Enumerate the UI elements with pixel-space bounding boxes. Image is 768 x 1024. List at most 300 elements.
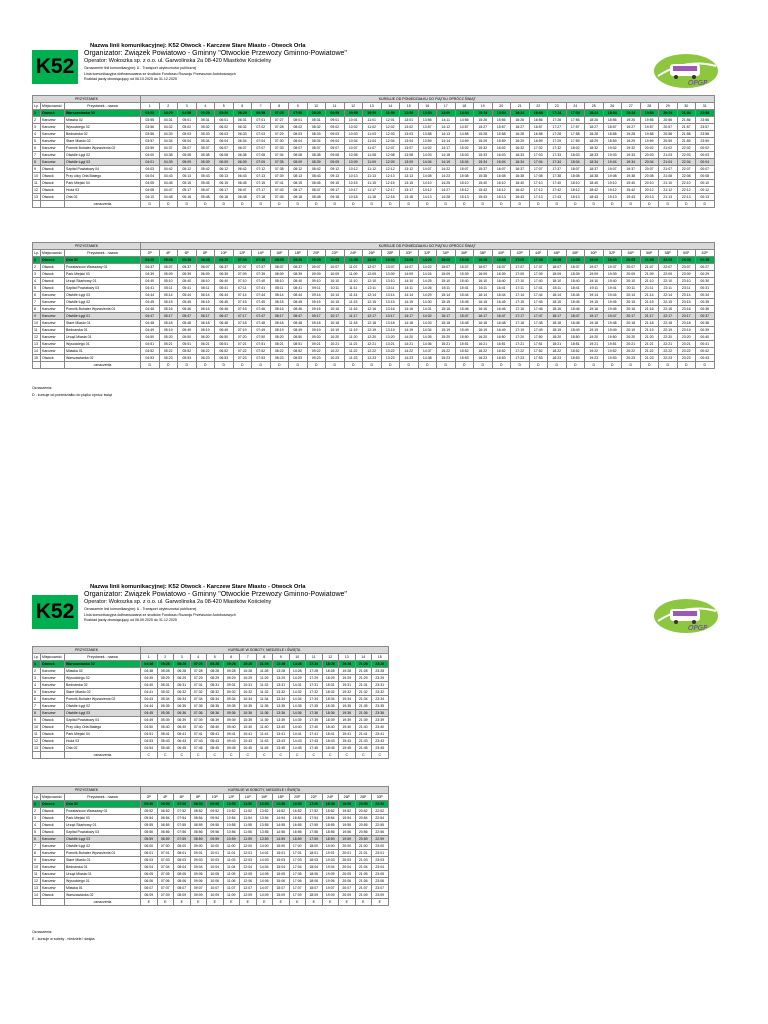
departure-time: 05:45 [178,299,197,306]
stop-name: Otwidle Łęgi 03 [65,836,141,843]
departure-time: 14:23 [400,355,419,362]
departure-time: 18:06 [306,878,323,885]
departure-time: 16:20 [474,334,493,341]
course-number: 50P [585,250,604,257]
table-row [33,871,389,878]
departure-time: 10:18 [326,320,345,327]
marks-label: oznaczenia [65,752,141,759]
course-number: 58P [659,250,678,257]
departure-time: 16:14 [474,292,493,299]
departure-time: 14:08 [418,173,437,180]
line-type: Oznaczenie linii komunikacyjnej: U - Transport użyteczności publicznej [84,607,197,611]
departure-time: 22:11 [659,285,678,292]
departure-time: 23:00 [372,843,389,850]
departure-time: 11:28 [256,668,273,675]
departure-time: 14:38 [418,355,437,362]
course-number: 26P [339,794,356,801]
departure-time: 23:58 [696,131,715,138]
departure-time: 00:41 [696,341,715,348]
departure-time: 04:44 [141,703,158,710]
departure-time: 05:10 [159,278,178,285]
table-row [33,194,715,201]
departure-time: 15:10 [455,180,474,187]
course-mark: E [273,899,290,906]
departure-time: 17:58 [566,131,585,138]
departure-time: 10:52 [223,808,240,815]
departure-time: 07:02 [252,124,271,131]
departure-time: 11:52 [240,808,257,815]
departure-time: 10:28 [240,668,257,675]
departure-time: 17:47 [529,313,548,320]
departure-time: 18:01 [306,850,323,857]
departure-time: 14:54 [273,815,290,822]
departure-time: 15:38 [474,173,493,180]
departure-time: 19:59 [339,836,356,843]
departure-time: 13:31 [273,682,290,689]
departure-time: 06:19 [196,327,215,334]
row-number: 6 [33,145,41,152]
departure-time: 08:28 [207,668,224,675]
departure-time: 06:49 [215,327,234,334]
departure-time: 08:12 [289,166,308,173]
departure-time: 17:21 [511,341,530,348]
course-number: 26 [603,103,622,110]
course-mark: D [566,362,585,369]
departure-time: 06:12 [215,166,234,173]
table-row [33,264,715,271]
departure-time: 16:39 [492,271,511,278]
departure-time: 04:43 [159,173,178,180]
row-number: 4 [33,131,41,138]
departure-time: 09:07 [190,885,207,892]
departure-time: 17:33 [548,152,567,159]
departure-time: 08:32 [307,124,326,131]
table-row [33,327,715,334]
town-name: Karczew [41,348,65,355]
departure-time: 07:53 [252,355,271,362]
departure-time: 20:17 [622,313,641,320]
departure-time: 15:06 [273,878,290,885]
course-mark: D [363,362,382,369]
departure-time: 15:08 [455,173,474,180]
departure-time: 13:29 [273,675,290,682]
departure-time: 05:22 [159,348,178,355]
departure-time: 17:07 [529,166,548,173]
table-row [33,341,715,348]
departure-time: 14:40 [289,724,306,731]
departure-time: 05:39 [157,717,174,724]
departure-time: 07:05 [157,871,174,878]
departure-time: 18:37 [566,264,585,271]
departure-time: 06:59 [252,110,271,117]
departure-time: 09:12 [326,166,345,173]
departure-time: 16:24 [511,110,530,117]
town-header: Miejscowość [41,654,65,661]
departure-time: 21:57 [677,124,696,131]
town-name: Karczew [41,292,65,299]
departure-time: 21:19 [640,327,659,334]
departure-time: 16:46 [492,306,511,313]
departure-time: 07:54 [174,815,191,822]
stop-name: Mlawka 01 [65,348,141,355]
course-number: 8 [270,103,289,110]
departure-time: 14:00 [256,843,273,850]
town-name: Otwock [41,194,65,201]
departure-time: 19:50 [603,334,622,341]
departure-time: 22:07 [677,166,696,173]
departure-time: 17:36 [306,710,323,717]
stop-name: Pomnik Bohater Wyzwolenia 02 [65,696,141,703]
stop-name: Orla 02 [65,745,141,752]
departure-time: 19:43 [622,194,641,201]
departure-time: 07:41 [270,180,289,187]
departure-time: 09:16 [307,306,326,313]
header-row [33,96,715,103]
stop-name: Park Miejski 04 [65,731,141,738]
departure-time: 07:40 [190,724,207,731]
departure-time: 09:36 [223,710,240,717]
departure-time: 21:23 [640,355,659,362]
departure-time: 17:24 [548,110,567,117]
stop-name: Otwidle Łęgi 02 [65,152,141,159]
departure-time: 18:24 [585,110,604,117]
departure-time: 18:55 [322,822,339,829]
departure-time: 19:45 [339,745,356,752]
departure-time: 17:03 [289,857,306,864]
table-row [33,145,715,152]
course-number: 2P [141,250,160,257]
departure-time: 18:28 [322,668,339,675]
departure-time: 14:20 [418,257,437,264]
departure-time: 12:07 [381,145,400,152]
departure-time: 05:41 [178,285,197,292]
departure-time: 19:27 [622,124,641,131]
departure-time: 06:55 [157,822,174,829]
departure-time: 09:11 [307,285,326,292]
departure-time: 18:21 [548,341,567,348]
bus-logo-icon [652,52,720,90]
departure-time: 21:13 [659,194,678,201]
departure-time: 21:29 [355,675,372,682]
departure-time: 06:34 [174,696,191,703]
departure-time: 05:31 [196,117,215,124]
table-row [33,668,389,675]
stop-name: Warszawianka 02 [65,661,141,668]
row-number: 8 [33,850,41,857]
departure-time: 19:28 [622,131,641,138]
course-mark: D [289,362,308,369]
departure-time: 20:21 [622,341,641,348]
departure-time: 19:14 [585,292,604,299]
departure-time: 18:52 [566,348,585,355]
departure-time: 07:43 [270,187,289,194]
table-row [33,152,715,159]
row-number: 1 [33,110,41,117]
departure-time: 11:40 [256,724,273,731]
departure-time: 06:36 [174,710,191,717]
course-mark: D [585,201,604,208]
town-name: Karczew [41,703,65,710]
departure-time: 08:17 [289,187,308,194]
stop-name: Otwidle Łęgi 01 [65,313,141,320]
course-number: 15 [400,103,419,110]
town-name: Karczew [41,117,65,124]
departure-time: 17:37 [548,166,567,173]
departure-time: 07:41 [252,285,271,292]
departure-time: 19:52 [339,808,356,815]
course-mark: E [190,899,207,906]
marks-label: oznaczenia [65,362,141,369]
course-number: 62P [696,250,715,257]
town-name: Otwock [41,724,65,731]
departure-time: 00:40 [696,334,715,341]
departure-time: 17:48 [529,320,548,327]
departure-time: 16:07 [492,166,511,173]
course-number: 44P [529,250,548,257]
departure-time: 19:24 [622,110,641,117]
course-number: 12P [233,250,252,257]
departure-time: 09:15 [326,180,345,187]
departure-time: 05:39 [196,159,215,166]
departure-time: 07:10 [233,278,252,285]
departure-time: 04:10 [141,194,160,201]
departure-time: 19:20 [585,334,604,341]
departure-time: 13:17 [400,187,419,194]
departure-time: 07:45 [190,745,207,752]
departure-time: 19:40 [339,724,356,731]
departure-time: 05:55 [141,822,158,829]
departure-time: 16:47 [492,313,511,320]
departure-time: 20:06 [339,878,356,885]
stop-name: Bednarska 01 [65,864,141,871]
departure-time: 14:34 [418,327,437,334]
departure-time: 08:39 [289,271,308,278]
row-number: 9 [33,717,41,724]
departure-time: 04:39 [159,159,178,166]
table-row [33,689,389,696]
departure-time: 18:43 [322,738,339,745]
departure-time: 07:18 [252,194,271,201]
departure-time: 13:07 [400,145,419,152]
departure-time: 07:45 [270,194,289,201]
departure-time: 00:34 [696,292,715,299]
departure-time: 19:55 [339,822,356,829]
departure-time: 04:48 [141,320,160,327]
departure-time: 08:23 [270,355,289,362]
course-mark: D [455,201,474,208]
course-number: 6 [223,654,240,661]
departure-time: 16:58 [529,131,548,138]
departure-time: 11:59 [381,110,400,117]
departure-time: 18:29 [585,138,604,145]
departure-time: 15:59 [492,138,511,145]
departure-time: 11:14 [344,292,363,299]
row-number: 3 [33,815,41,822]
table-row [33,306,715,313]
course-mark: D [196,201,215,208]
departure-time: 07:17 [252,187,271,194]
departure-time: 00:29 [696,271,715,278]
departure-time: 06:39 [215,271,234,278]
departure-time: 14:05 [400,257,419,264]
course-number: 4P [157,794,174,801]
departure-time: 16:26 [511,117,530,124]
row-number: 3 [33,675,41,682]
departure-time: 00:08 [696,173,715,180]
departure-time: 11:12 [363,166,382,173]
departure-time: 18:33 [585,152,604,159]
departure-time: 05:02 [178,124,197,131]
departure-time: 05:39 [178,271,197,278]
departure-time: 08:31 [207,682,224,689]
departure-time: 22:20 [659,334,678,341]
row-number: 9 [33,857,41,864]
departure-time: 06:47 [215,313,234,320]
departure-time: 10:35 [240,703,257,710]
departure-time: 08:04 [289,138,308,145]
course-number: 54P [622,250,641,257]
departure-time: 19:08 [603,173,622,180]
stop-name: Urząd Skarbowy 01 [65,278,141,285]
departure-time: 07:56 [174,829,191,836]
departure-time: 17:40 [548,180,567,187]
departure-time: 08:05 [174,871,191,878]
departure-time: 18:50 [322,801,339,808]
course-number-row [33,250,715,257]
departure-time: 15:42 [474,187,493,194]
departure-time: 20:59 [355,836,372,843]
departure-time: 09:15 [307,299,326,306]
departure-time: 23:16 [677,306,696,313]
course-number: 16P [270,250,289,257]
departure-time: 23:06 [372,878,389,885]
row-number: 5 [33,138,41,145]
departure-time: 21:32 [355,689,372,696]
departure-time: 09:05 [190,871,207,878]
departure-time: 17:29 [548,138,567,145]
departure-time: 19:51 [603,341,622,348]
departure-time: 23:05 [677,257,696,264]
departure-time: 05:35 [178,257,197,264]
course-number: 4P [159,250,178,257]
departure-time: 14:55 [273,822,290,829]
departure-time: 12:15 [363,299,382,306]
departure-time: 15:46 [455,306,474,313]
departure-time: 17:07 [289,885,306,892]
departure-time: 05:48 [196,194,215,201]
course-mark: D [159,362,178,369]
town-name: Otwock [41,187,65,194]
departure-time: 12:05 [240,871,257,878]
departure-time: 14:13 [418,194,437,201]
departure-time: 12:16 [363,306,382,313]
departure-time: 18:40 [566,278,585,285]
departure-time: 04:47 [141,313,160,320]
departure-time: 15:44 [455,292,474,299]
departure-time: 08:54 [190,815,207,822]
table-row [33,173,715,180]
marks-row [33,899,389,906]
stop-name: Bednarska 01 [65,327,141,334]
course-mark: D [141,201,160,208]
departure-time: 15:49 [455,327,474,334]
departure-time: 08:36 [207,710,224,717]
course-mark: C [240,752,257,759]
departure-time: 11:07 [344,264,363,271]
empty-cell [41,752,65,759]
departure-time: 15:48 [455,320,474,327]
departure-time: 15:10 [437,278,456,285]
departure-time: 15:07 [455,166,474,173]
course-mark: C [289,752,306,759]
departure-time: 18:52 [322,808,339,815]
departure-time: 20:52 [355,808,372,815]
departure-time: 15:14 [437,292,456,299]
departure-time: 09:31 [223,682,240,689]
departure-time: 17:19 [511,327,530,334]
departure-time: 13:09 [400,159,419,166]
departure-time: 18:39 [322,717,339,724]
departure-time: 12:20 [363,334,382,341]
course-number: 19 [474,103,493,110]
departure-time: 20:09 [622,271,641,278]
course-number: 34P [437,250,456,257]
departure-time: 06:07 [196,264,215,271]
departure-time: 07:34 [190,696,207,703]
table-row [33,285,715,292]
departure-time: 14:20 [400,334,419,341]
departure-time: 16:27 [511,124,530,131]
departure-time: 06:32 [174,689,191,696]
course-mark: D [492,201,511,208]
departure-time: 13:20 [381,334,400,341]
departure-time: 07:52 [252,348,271,355]
departure-time: 00:36 [696,306,715,313]
departure-time: 07:15 [252,180,271,187]
departure-time: 04:40 [141,682,158,689]
departure-time: 18:39 [566,271,585,278]
departure-time: 06:02 [215,124,234,131]
course-number: 18 [455,103,474,110]
town-name: Otwock [41,717,65,724]
town-name: Karczew [41,152,65,159]
departure-time: 07:34 [270,152,289,159]
departure-time: 14:23 [437,173,456,180]
departure-time: 17:53 [529,355,548,362]
table-row [33,878,389,885]
departure-time: 17:34 [548,159,567,166]
departure-time: 06:21 [196,341,215,348]
table-row [33,299,715,306]
departure-time: 11:17 [363,187,382,194]
town-name: Otwock [41,264,65,271]
departure-time: 10:03 [207,857,224,864]
departure-time: 12:23 [363,355,382,362]
departure-time: 09:59 [207,836,224,843]
departure-time: 07:29 [190,675,207,682]
departure-time: 07:29 [270,131,289,138]
departure-time: 05:50 [141,801,158,808]
departure-time: 17:57 [566,124,585,131]
departure-time: 19:59 [640,138,659,145]
course-number: 22P [326,250,345,257]
departure-time: 11:56 [240,829,257,836]
departure-time: 20:19 [622,327,641,334]
departure-time: 17:09 [511,271,530,278]
departure-time: 20:07 [622,264,641,271]
course-number: 13 [339,654,356,661]
course-mark: D [270,362,289,369]
